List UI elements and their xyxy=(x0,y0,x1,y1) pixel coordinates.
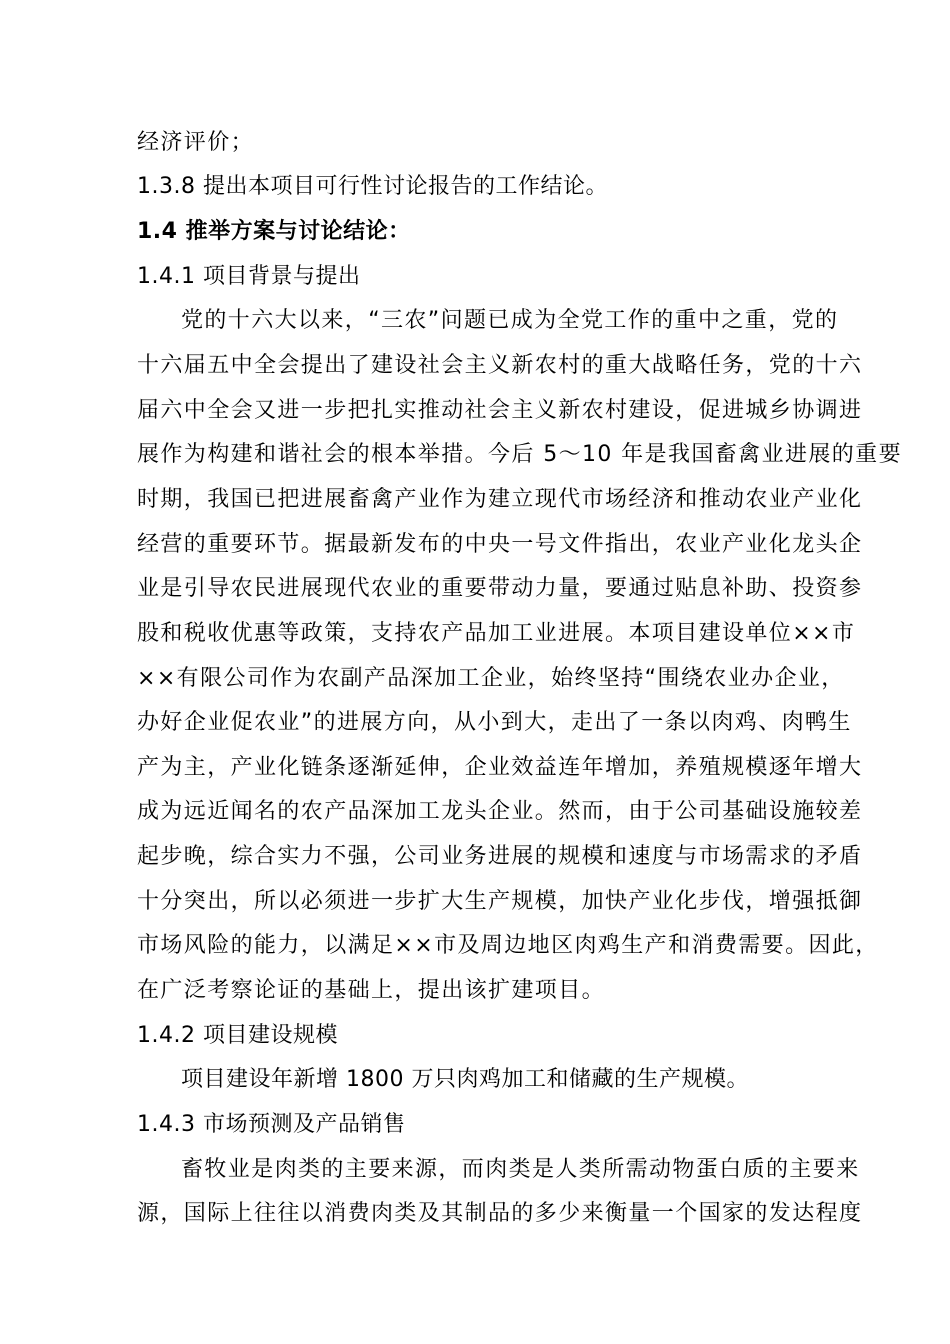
paragraph-line: 时期，我国已把进展畜禽产业作为建立现代市场经济和推动农业产业化 xyxy=(137,487,863,512)
paragraph-line: 起步晚，综合实力不强，公司业务进展的规模和速度与市场需求的矛盾 xyxy=(137,844,863,869)
paragraph-line: 十分突出，所以必须进一步扩大生产规模，加快产业化步伐，增强抵御 xyxy=(137,889,863,914)
paragraph-line: 十六届五中全会提出了建设社会主义新农村的重大战略任务，党的十六 xyxy=(137,353,863,378)
paragraph-line: 经营的重要环节。据最新发布的中央一号文件指出，农业产业化龙头企 xyxy=(137,532,863,557)
paragraph-line: 党的十六大以来，“三农”问题已成为全党工作的重中之重，党的 xyxy=(181,308,839,333)
section-heading-1-4-3: 1.4.3 市场预测及产品销售 xyxy=(137,1112,406,1137)
paragraph-line: 源，国际上往往以消费肉类及其制品的多少来衡量一个国家的发达程度 xyxy=(137,1201,863,1226)
paragraph-line: 股和税收优惠等政策，支持农产品加工业进展。本项目建设单位××市 xyxy=(137,621,856,646)
paragraph-line: 畜牧业是肉类的主要来源，而肉类是人类所需动物蛋白质的主要来 xyxy=(181,1157,860,1182)
section-heading-1-3-8: 1.3.8 提出本项目可行性讨论报告的工作结论。 xyxy=(137,174,608,199)
paragraph-line: 项目建设年新增 1800 万只肉鸡加工和储藏的生产规模。 xyxy=(181,1067,749,1092)
paragraph-line: 在广泛考察论证的基础上，提出该扩建项目。 xyxy=(137,978,606,1003)
paragraph-line: 届六中全会又进一步把扎实推动社会主义新农村建设，促进城乡协调进 xyxy=(137,398,863,423)
paragraph-line: 业是引导农民进展现代农业的重要带动力量，要通过贴息补助、投资参 xyxy=(137,576,863,601)
section-heading-1-4: 1.4 推举方案与讨论结论： xyxy=(137,219,411,244)
paragraph-line: 市场风险的能力，以满足××市及周边地区肉鸡生产和消费需要。因此， xyxy=(137,933,879,958)
paragraph-line: 展作为构建和谐社会的根本举措。今后 5～10 年是我国畜禽业进展的重要 xyxy=(137,442,902,467)
section-heading-1-4-2: 1.4.2 项目建设规模 xyxy=(137,1023,338,1048)
paragraph-line: 成为远近闻名的农产品深加工龙头企业。然而，由于公司基础设施较差 xyxy=(137,799,863,824)
section-heading-1-4-1: 1.4.1 项目背景与提出 xyxy=(137,264,361,289)
paragraph-line: 办好企业促农业”的进展方向，从小到大，走出了一条以肉鸡、肉鸭生 xyxy=(137,710,852,735)
paragraph-line: ××有限公司作为农副产品深加工企业，始终坚持“围绕农业办企业， xyxy=(137,666,845,691)
paragraph-line: 产为主，产业化链条逐渐延伸，企业效益连年增加，养殖规模逐年增大 xyxy=(137,755,863,780)
text-line: 经济评价； xyxy=(137,130,255,155)
